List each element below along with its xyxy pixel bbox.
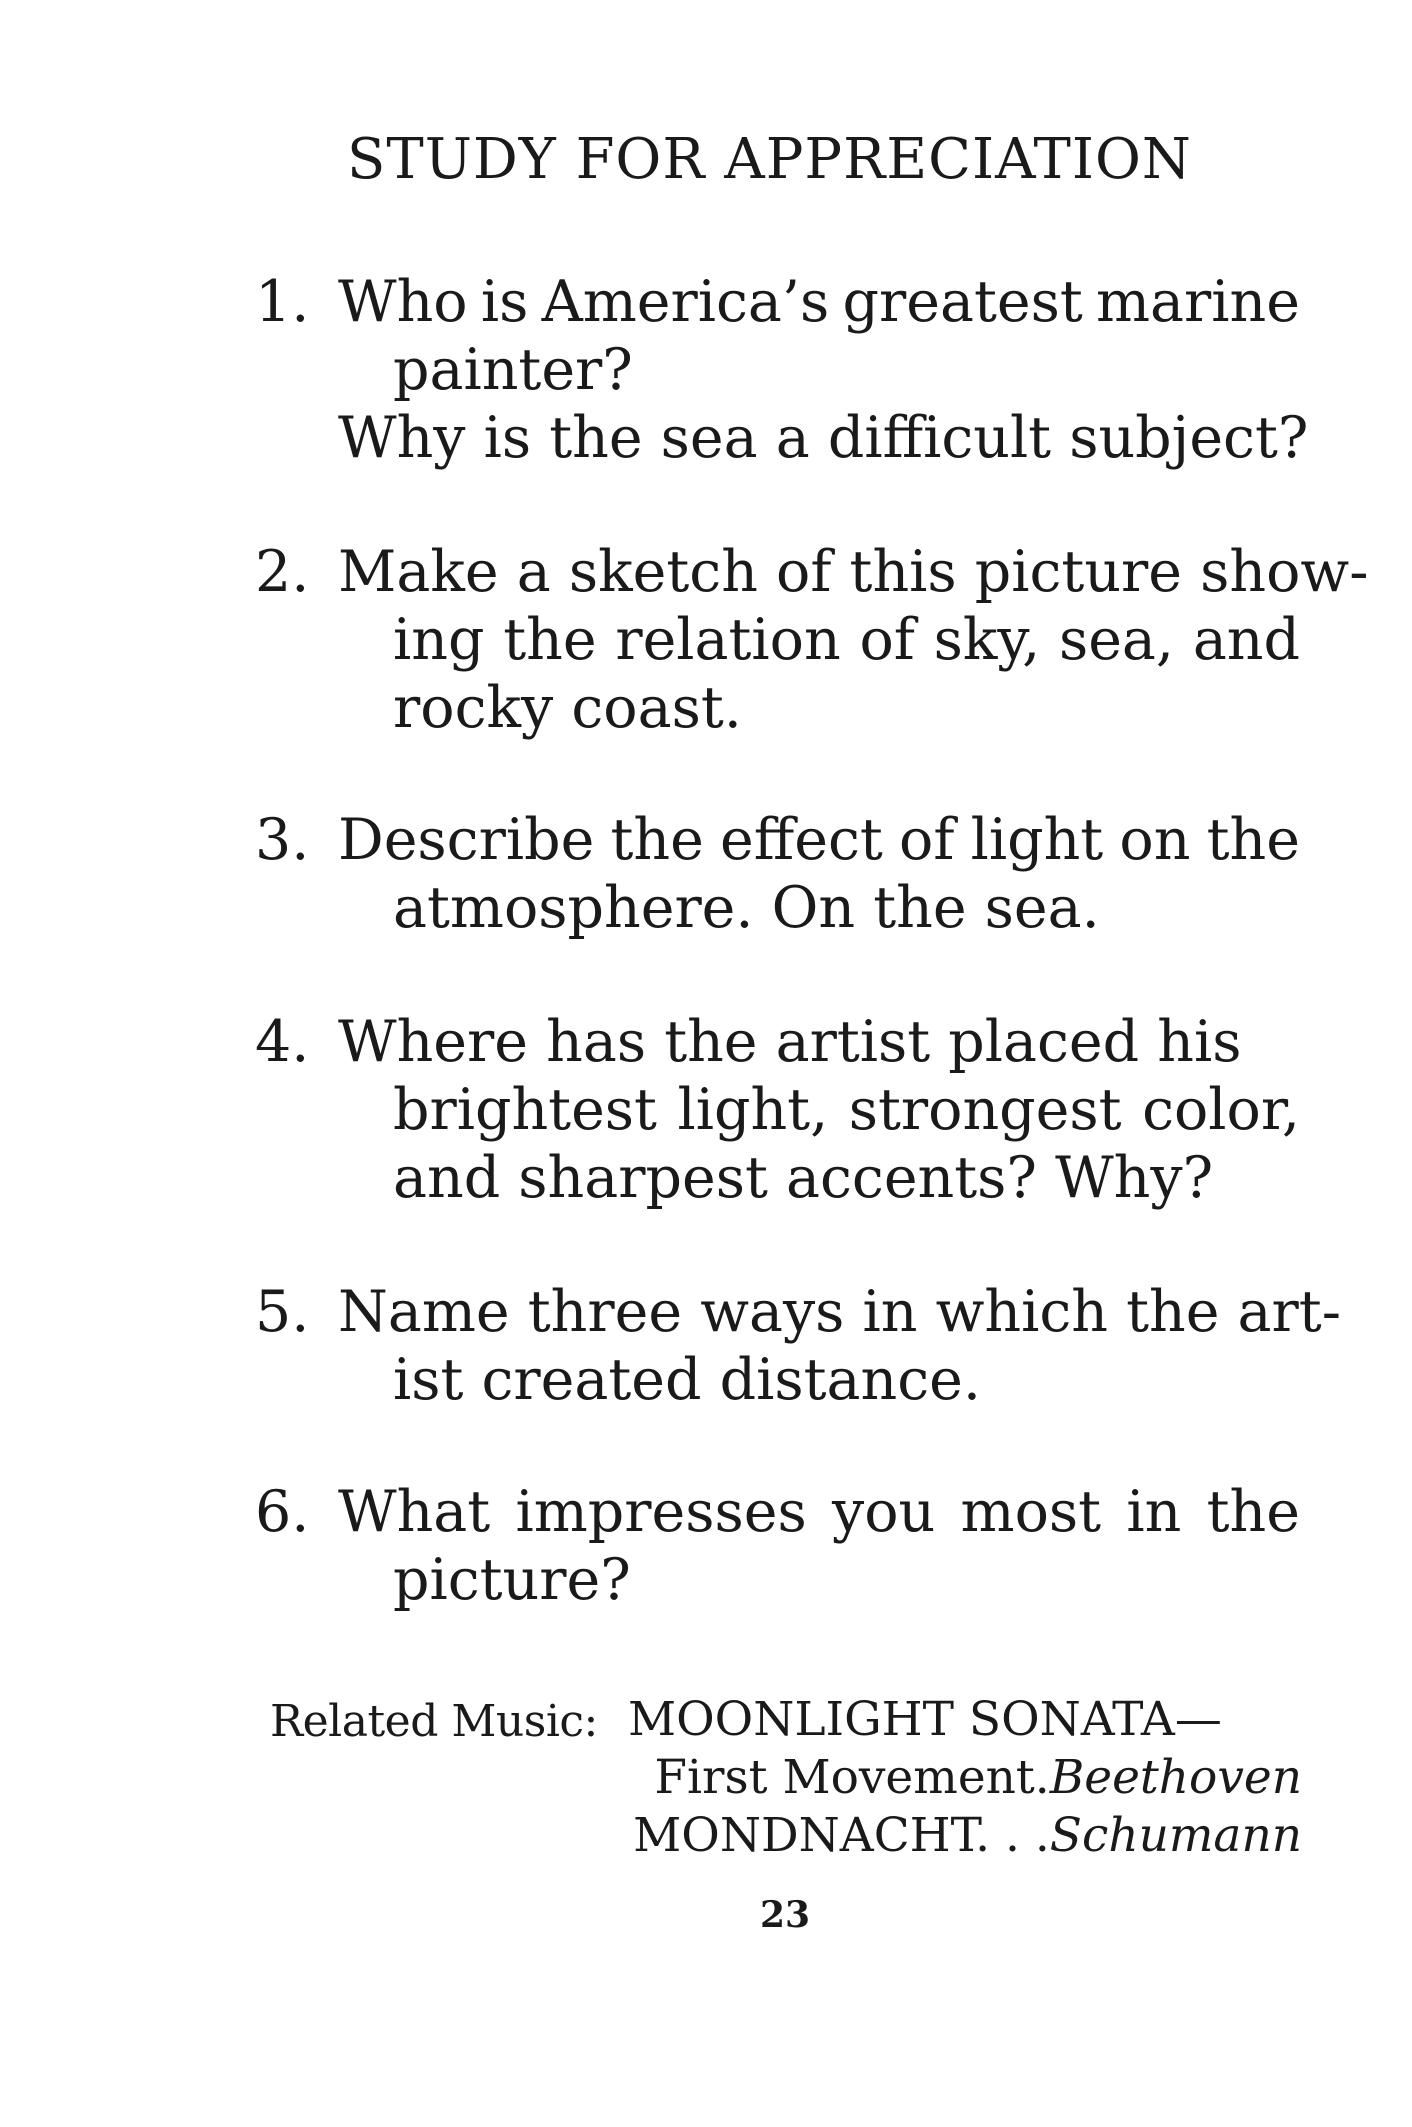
question-number: 1.: [255, 269, 310, 335]
question-line: [338, 1076, 1300, 1144]
related-music-line-3: [633, 1808, 1302, 1864]
word: of: [899, 807, 955, 873]
question-line: atmosphere. On the sea.: [393, 875, 1100, 941]
word: What: [338, 1479, 491, 1545]
composer-name: Beethoven: [1049, 1750, 1302, 1805]
question-line: ist created distance.: [393, 1347, 981, 1413]
related-music-line-1: MOONLIGHT SONATA—: [628, 1692, 1222, 1747]
word: light,: [677, 1077, 829, 1143]
question-text: [338, 1008, 1300, 1212]
word: the: [503, 607, 597, 673]
question-text: [338, 268, 1309, 472]
word: the: [610, 807, 704, 873]
word: effect: [720, 807, 883, 873]
word: relation: [615, 607, 841, 673]
word: the: [1206, 1479, 1300, 1545]
question-line: [338, 1478, 1300, 1546]
question-line: Why is the sea a difficult subject?: [338, 405, 1309, 471]
word: light: [970, 807, 1104, 873]
word: sea,: [1058, 607, 1175, 673]
question-number: 2.: [255, 539, 310, 605]
question-line: [338, 806, 1300, 874]
music-movement: First Movement.: [654, 1750, 1050, 1805]
question-number: 6.: [255, 1479, 310, 1545]
word: brightest: [393, 1077, 657, 1143]
word: strongest: [848, 1077, 1122, 1143]
word: on: [1119, 807, 1191, 873]
word: the: [1206, 807, 1300, 873]
question-line: Name three ways in which the art-: [338, 1279, 1341, 1345]
question-text: [338, 806, 1300, 942]
word: Describe: [338, 807, 595, 873]
question-number: 4.: [255, 1009, 310, 1075]
word: is: [480, 269, 529, 335]
related-music-line-2: [654, 1750, 1302, 1806]
word: America’s: [541, 269, 830, 335]
question-text: [338, 1478, 1300, 1614]
question-line: rocky coast.: [393, 675, 742, 741]
composer-name: Schumann: [1049, 1808, 1302, 1863]
word: and: [1192, 607, 1300, 673]
question-line: [338, 606, 1300, 674]
word: color,: [1142, 1077, 1300, 1143]
page-title: STUDY FOR APPRECIATION: [347, 127, 1192, 192]
word: you: [832, 1479, 936, 1545]
word: ing: [393, 607, 485, 673]
word: in: [1126, 1479, 1182, 1545]
question-line: Where has the artist placed his: [338, 1009, 1242, 1075]
page-number: 23: [760, 1894, 811, 1936]
question-number: 5.: [255, 1279, 310, 1345]
music-title: MONDNACHT. . .: [633, 1808, 1050, 1863]
question-number: 3.: [255, 807, 310, 873]
word: most: [960, 1479, 1102, 1545]
related-music-label: Related Music:: [270, 1696, 598, 1747]
question-text: [338, 538, 1369, 742]
word: sky,: [933, 607, 1041, 673]
question-line: picture?: [393, 1547, 631, 1613]
word: impresses: [515, 1479, 807, 1545]
word: greatest: [842, 269, 1083, 335]
question-line: Make a sketch of this picture show-: [338, 539, 1369, 605]
question-line: [338, 268, 1300, 336]
question-line: and sharpest accents? Why?: [393, 1145, 1214, 1211]
word: marine: [1096, 269, 1300, 335]
word: of: [859, 607, 915, 673]
question-line: painter?: [393, 337, 633, 403]
question-text: [338, 1278, 1341, 1414]
word: Who: [338, 269, 468, 335]
